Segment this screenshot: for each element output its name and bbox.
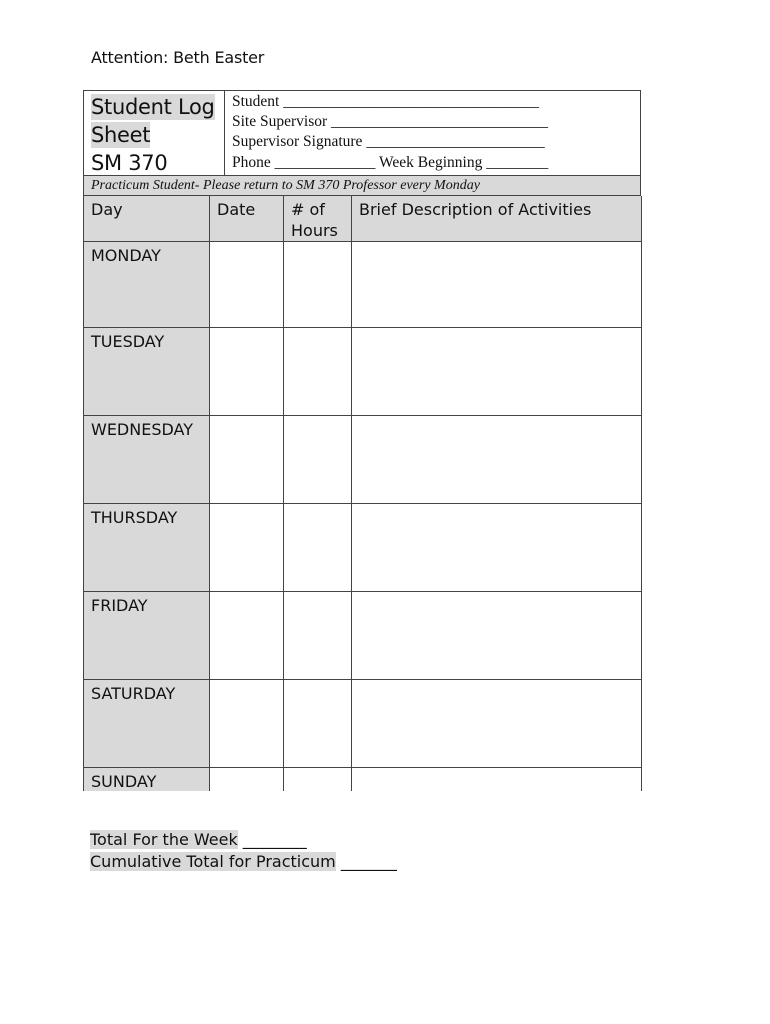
table-row (84, 680, 642, 768)
title-line-2: Sheet (91, 123, 151, 147)
week-total-label: Total For the Week (90, 830, 238, 849)
day-label: SATURDAY (84, 680, 210, 768)
day-label: WEDNESDAY (84, 416, 210, 504)
description-cell[interactable] (352, 680, 642, 768)
description-cell[interactable] (352, 768, 642, 792)
hours-cell[interactable] (284, 242, 352, 328)
date-cell[interactable] (210, 328, 284, 416)
date-cell[interactable] (210, 592, 284, 680)
hours-cell[interactable] (284, 416, 352, 504)
table-header-row (84, 196, 642, 242)
totals-block (90, 829, 397, 873)
day-label: MONDAY (84, 242, 210, 328)
description-cell[interactable] (352, 504, 642, 592)
hours-cell[interactable] (284, 504, 352, 592)
description-cell[interactable] (352, 242, 642, 328)
week-total-line (90, 829, 397, 851)
header-description: Brief Description of Activities (352, 196, 642, 242)
title-line-1: Student Log (91, 95, 215, 119)
hours-cell[interactable] (284, 328, 352, 416)
table-row (84, 328, 642, 416)
site-supervisor-field[interactable]: Site Supervisor ____________________________ (232, 113, 549, 130)
activity-table (83, 196, 642, 791)
info-cell (224, 91, 640, 175)
attention-line: Attention: Beth Easter (91, 48, 265, 67)
cumulative-total-blank[interactable]: _______ (335, 852, 397, 871)
date-cell[interactable] (210, 768, 284, 792)
header-date: Date (210, 196, 284, 242)
header-block (83, 90, 641, 175)
hours-cell[interactable] (284, 592, 352, 680)
week-total-blank[interactable]: ________ (237, 830, 307, 849)
table-row (84, 242, 642, 328)
date-cell[interactable] (210, 242, 284, 328)
date-cell[interactable] (210, 504, 284, 592)
cumulative-total-line (90, 851, 397, 873)
supervisor-signature-field[interactable]: Supervisor Signature _______________________ (232, 133, 545, 150)
day-label: THURSDAY (84, 504, 210, 592)
student-field[interactable]: Student _________________________________ (232, 93, 539, 110)
phone-week-field[interactable]: Phone _____________ Week Beginning ________ (232, 154, 549, 171)
description-cell[interactable] (352, 328, 642, 416)
student-log-sheet (83, 90, 641, 791)
table-row (84, 416, 642, 504)
day-label: FRIDAY (84, 592, 210, 680)
header-hours: # of Hours (284, 196, 352, 242)
date-cell[interactable] (210, 416, 284, 504)
cumulative-total-label: Cumulative Total for Practicum (90, 852, 336, 871)
day-label: SUNDAY (84, 768, 210, 792)
description-cell[interactable] (352, 416, 642, 504)
return-note: Practicum Student- Please return to SM 370 Professor every Monday (83, 175, 641, 196)
date-cell[interactable] (210, 680, 284, 768)
title-cell (84, 91, 224, 175)
table-row (84, 592, 642, 680)
hours-cell[interactable] (284, 768, 352, 792)
day-label: TUESDAY (84, 328, 210, 416)
title-line-3: SM 370 (91, 151, 168, 175)
header-day: Day (84, 196, 210, 242)
table-row (84, 768, 642, 792)
table-row (84, 504, 642, 592)
description-cell[interactable] (352, 592, 642, 680)
hours-cell[interactable] (284, 680, 352, 768)
